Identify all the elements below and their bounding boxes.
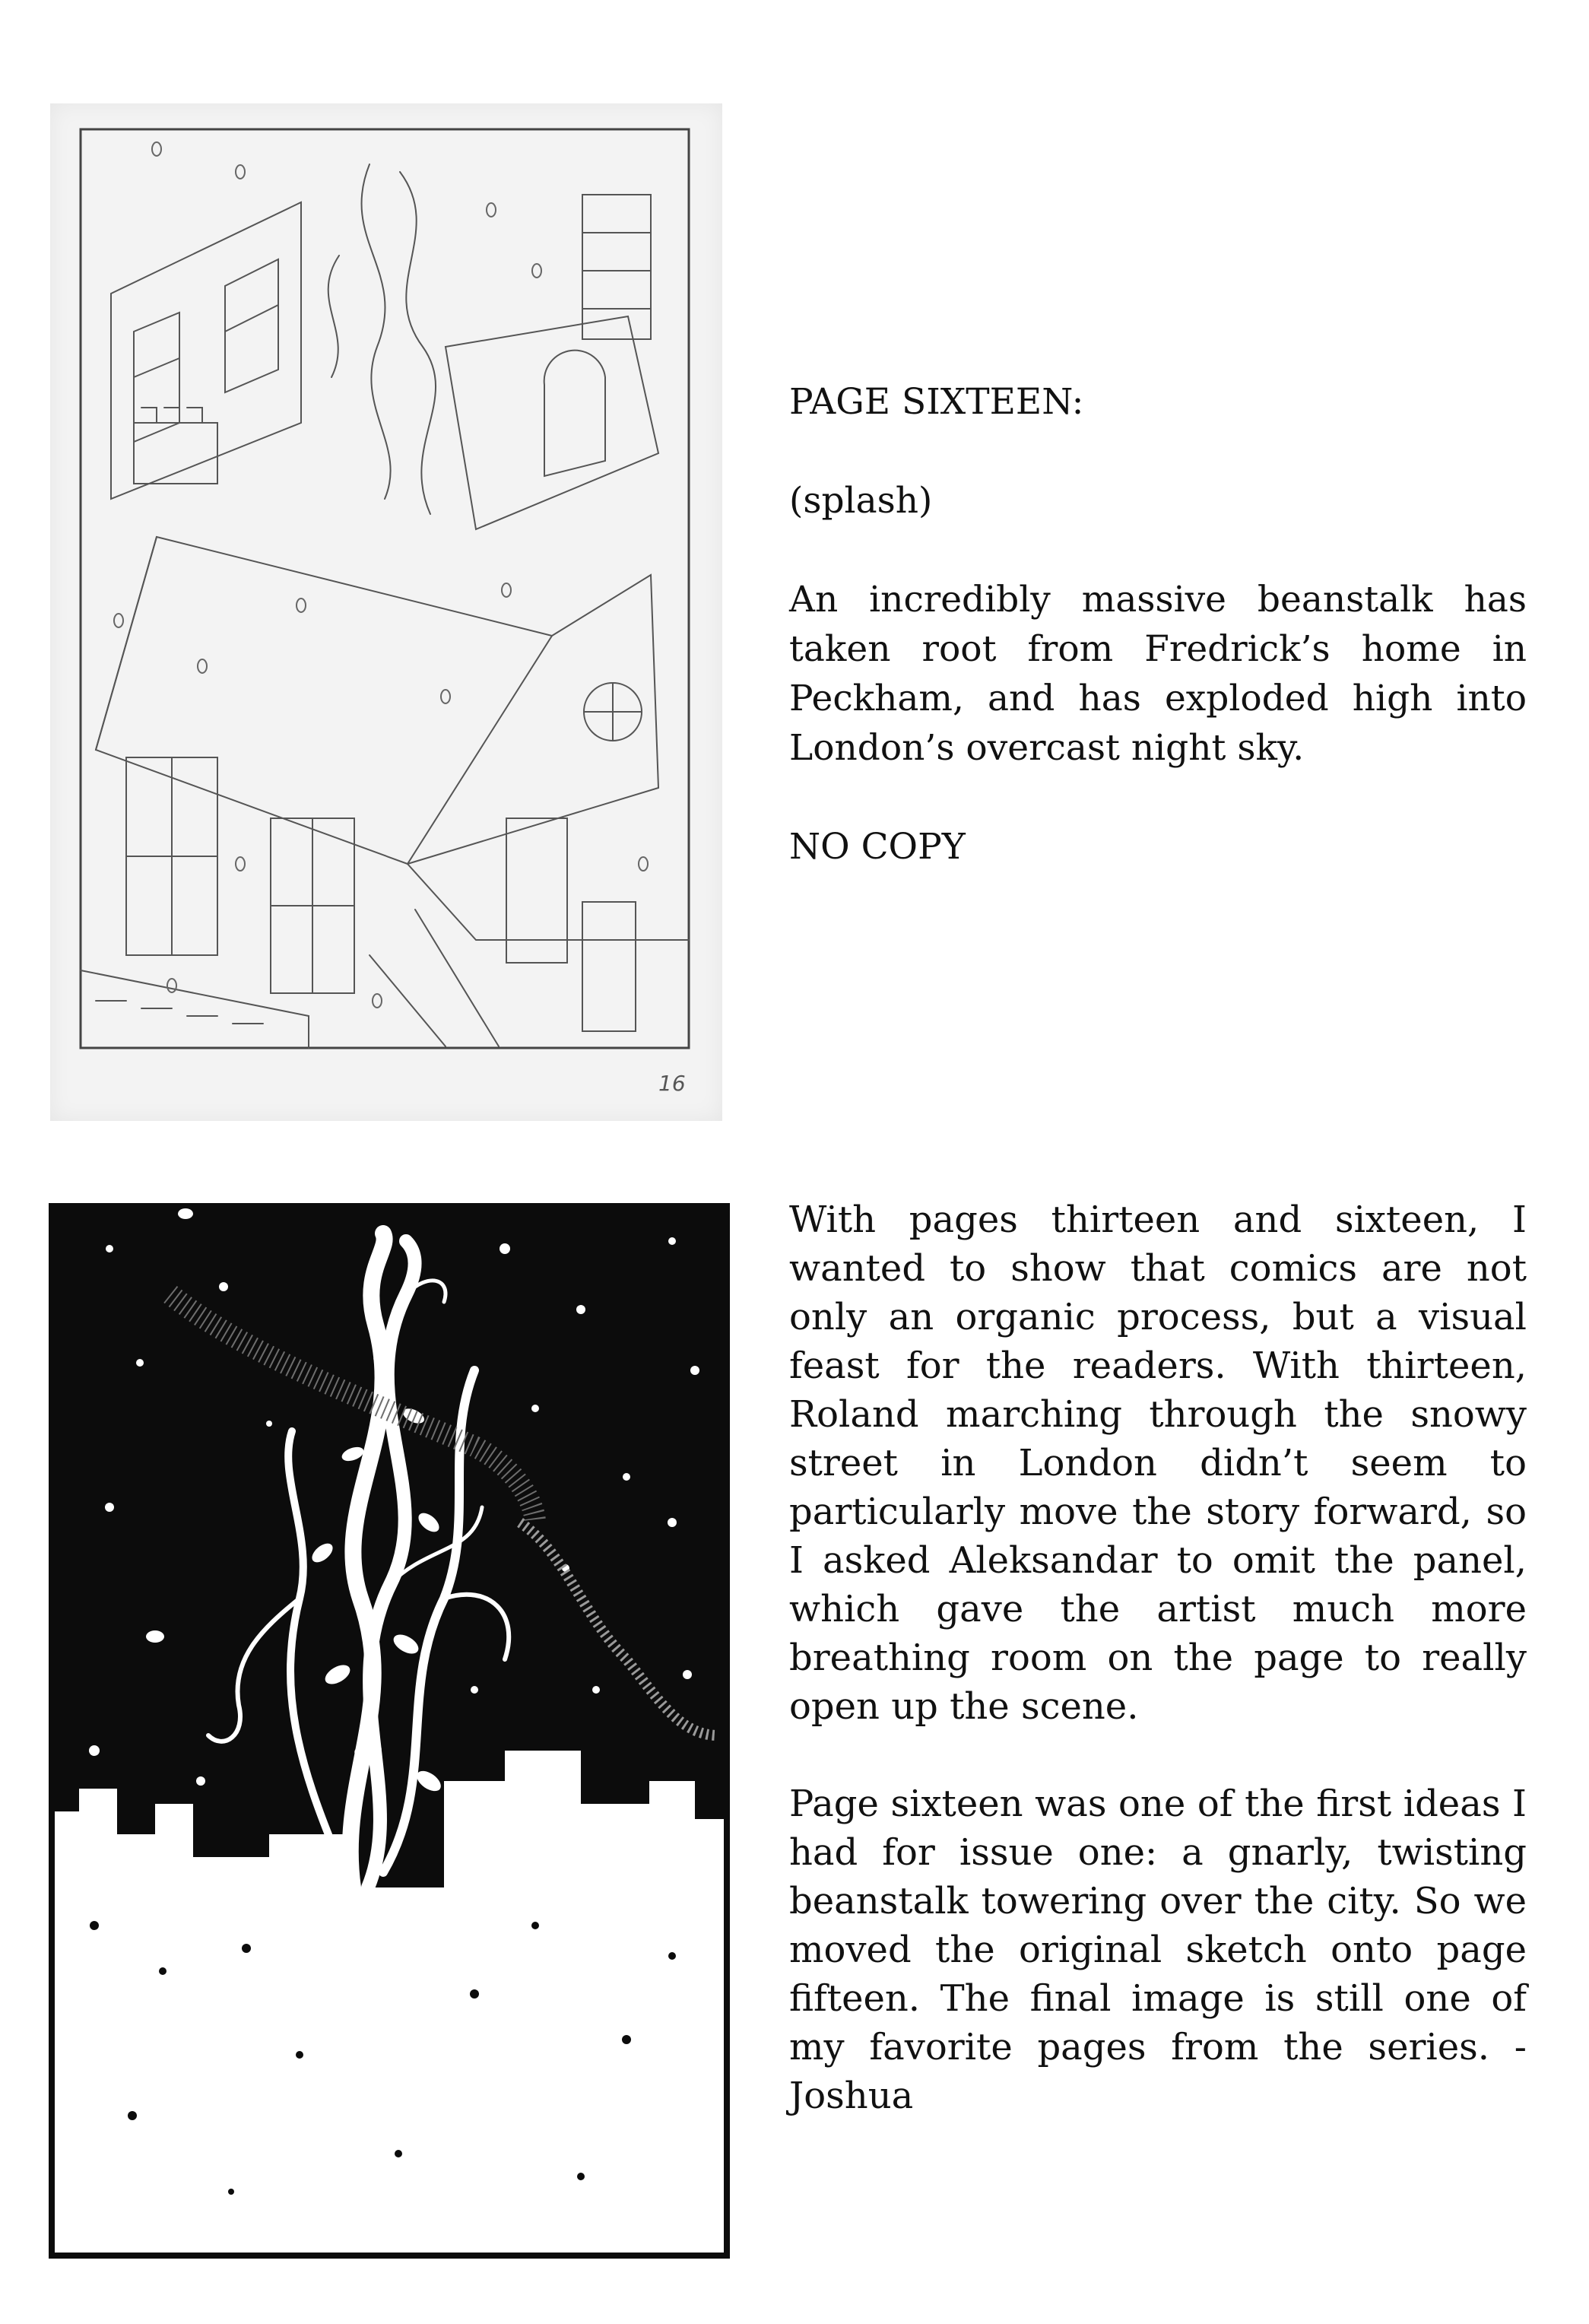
- page-heading: PAGE SIXTEEN:: [789, 381, 1084, 423]
- panel-description: An incredibly massive beanstalk has taken root from Fredrick’s home in Peckham, and has exploded high into London’s overcast night sky.: [789, 579, 1527, 769]
- pencil-sketch-illustration: [50, 103, 722, 1121]
- commentary-paragraph-1: With pages thirteen and sixteen, I wanted to show that comics are not only an organic process, but a visual feast for the readers. With thirteen, Roland marching through the snowy street in London didn’t seem to particularly move the story forward, so I asked Aleksandar to omit the panel, which gave the artist much more breathing room on the page to really open up the scene.: [789, 1199, 1527, 1728]
- copy-note: NO COPY: [789, 826, 966, 868]
- sketch-page-number: 16: [658, 1071, 686, 1096]
- ink-drawing: [49, 1203, 730, 2259]
- sketch-drawing: [50, 103, 722, 1121]
- final-ink-illustration: [49, 1203, 730, 2259]
- commentary-text-block: [789, 1195, 1527, 2169]
- script-text-block: [789, 377, 1527, 872]
- panel-type: (splash): [789, 480, 933, 522]
- commentary-paragraph-2: Page sixteen was one of the first ideas I had for issue one: a gnarly, twisting beanstalk towering over the city. So we moved the original sketch onto page fifteen. The final image is still one of my favorite pages from the series. - Joshua: [789, 1783, 1527, 2117]
